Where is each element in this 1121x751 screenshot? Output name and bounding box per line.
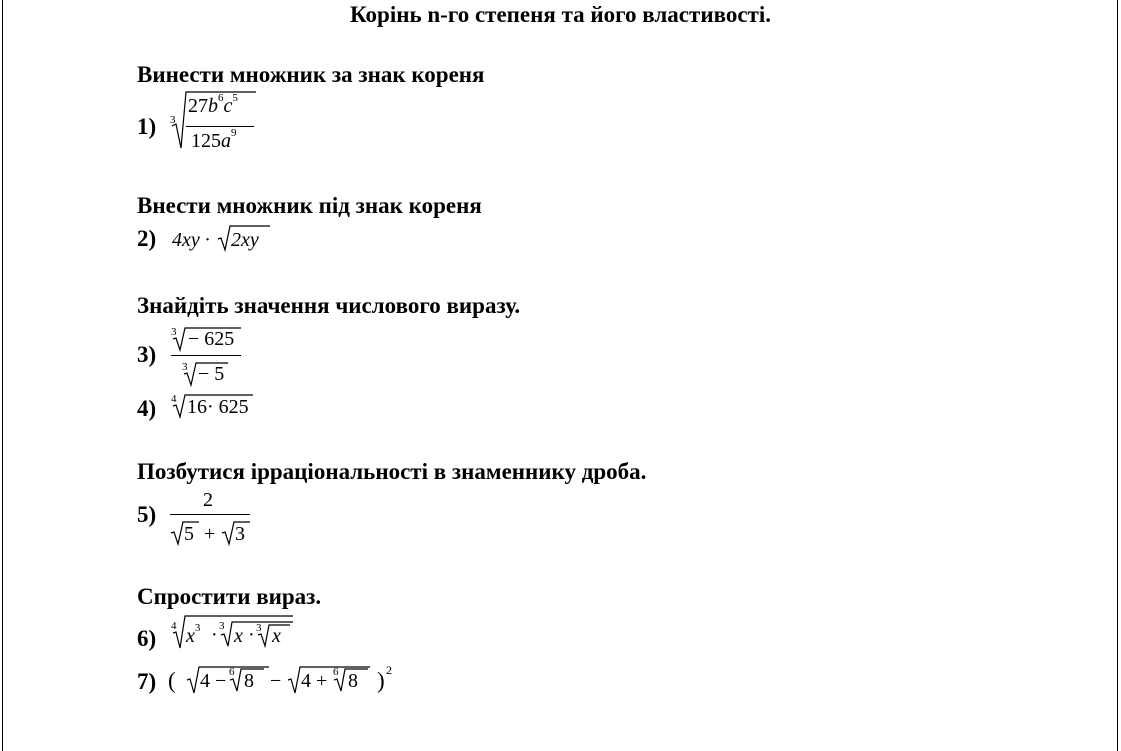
fraction-denominator: $125a^9$ — [191, 127, 237, 152]
root-index: 4 — [171, 620, 177, 632]
plus-sign: + — [204, 523, 216, 545]
fraction-numerator: 2 — [203, 489, 213, 511]
radicand: 5 — [184, 523, 194, 545]
problem-number-4: 4) — [137, 396, 157, 421]
dot-operator: · — [211, 624, 218, 646]
problem-number-3: 3) — [137, 342, 157, 367]
problem-number-1: 1) — [137, 114, 157, 139]
problem-number-5: 5) — [137, 502, 157, 527]
close-paren: ) — [377, 668, 385, 693]
exponent: 2 — [386, 663, 392, 677]
fraction-numerator: − 625 — [188, 328, 235, 350]
outside-factor: 4xy · — [172, 229, 210, 251]
section-heading-5: Спростити вираз. — [137, 584, 322, 609]
fraction-bar — [170, 514, 250, 515]
root-index: 3 — [171, 326, 177, 338]
root-index: 3 — [219, 620, 225, 632]
radicand: 16· 625 — [187, 396, 249, 418]
problem-number-6: 6) — [137, 626, 157, 651]
problem-number-7: 7) — [137, 669, 157, 694]
minus-sign: − — [270, 670, 282, 692]
fraction-bar — [186, 126, 254, 127]
section-heading-3: Знайдіть значення числового виразу. — [137, 293, 521, 318]
root-index: 3 — [170, 114, 176, 126]
root-index: 3 — [256, 622, 262, 634]
radicand-term: x — [234, 625, 243, 647]
page-border-left — [2, 0, 3, 751]
radicand-term: 4 + — [301, 670, 328, 692]
radicand-term: 8 — [244, 670, 254, 692]
fraction-denominator: − 5 — [198, 363, 225, 385]
page-title: Корінь n-го степеня та його властивості. — [350, 2, 771, 27]
radicand: 2xy — [231, 229, 259, 251]
radicand-term: 4 − — [200, 670, 227, 692]
section-heading-1: Винести множник за знак кореня — [137, 62, 485, 87]
section-heading-4: Позбутися ірраціональності в знаменнику дроба. — [137, 459, 647, 484]
root-index: 6 — [229, 666, 235, 678]
problem-number-2: 2) — [137, 226, 157, 251]
radicand: 3 — [235, 523, 245, 545]
root-index: 3 — [182, 361, 188, 373]
open-paren: ( — [168, 668, 176, 693]
fraction-bar — [171, 355, 241, 356]
radicand-term: x — [272, 625, 281, 647]
root-index: 4 — [171, 393, 177, 405]
fraction-numerator: $27b^6c^5$ — [188, 92, 238, 117]
dot-operator: · — [248, 624, 255, 646]
root-index: 6 — [333, 666, 339, 678]
page-border-right — [1117, 0, 1118, 751]
section-heading-2: Внести множник під знак кореня — [137, 193, 482, 218]
radicand-term: $x^3$ — [186, 622, 201, 647]
radicand-term: 8 — [348, 670, 358, 692]
